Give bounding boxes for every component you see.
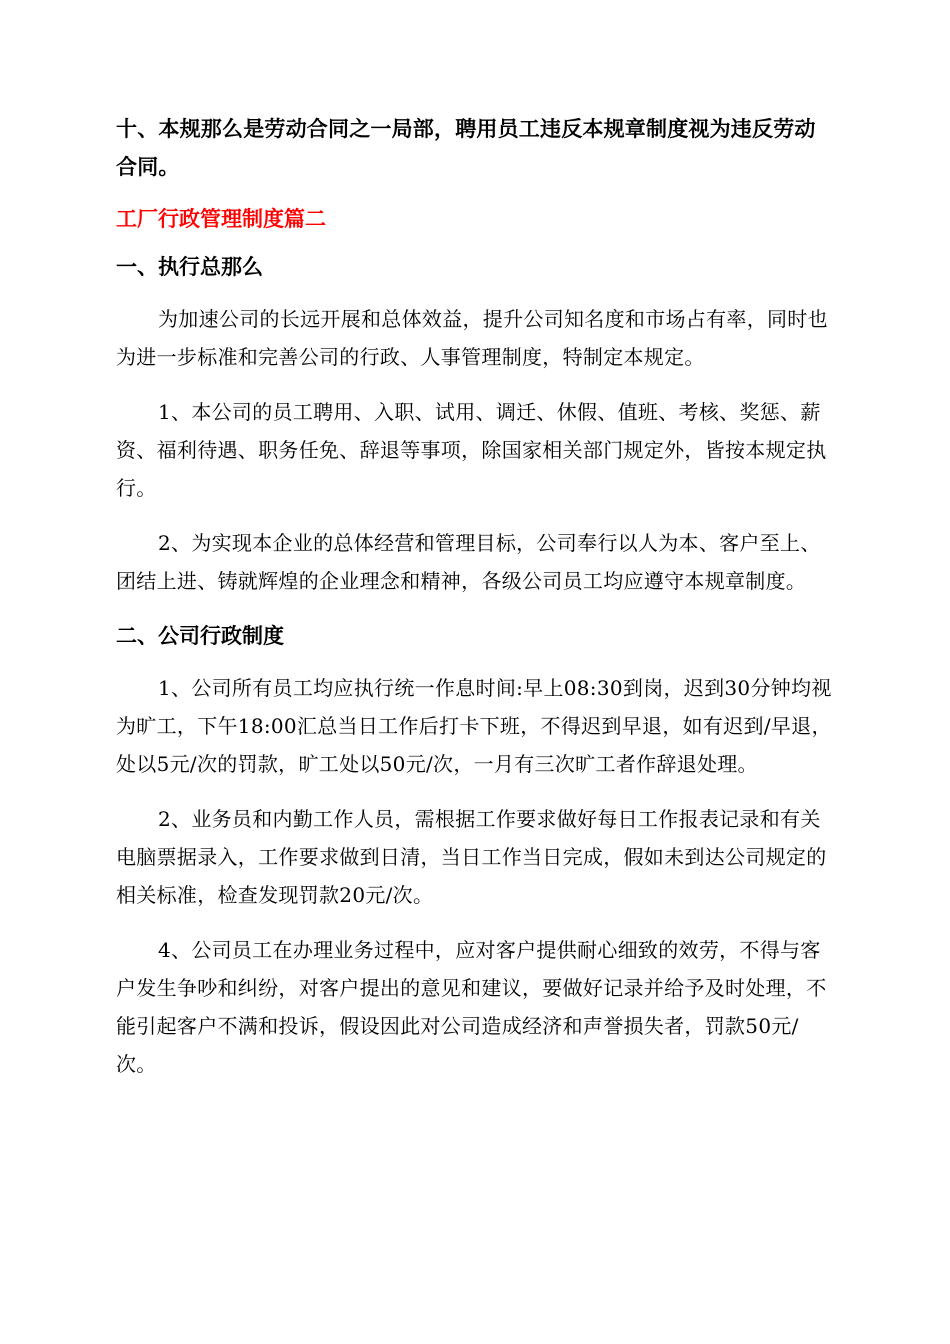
section-two-paragraph-2: 2、业务员和内勤工作人员，需根据工作要求做好每日工作报表记录和有关电脑票据录入，工作要求做到日清，当日工作当日完成，假如未到达公司规定的相关标准，检查发现罚款20元/次。 (116, 807, 827, 907)
section-two-paragraph-4: 4、公司员工在办理业务过程中，应对客户提供耐心细致的效劳，不得与客户发生争吵和纠纷，对客户提出的意见和建议，要做好记录并给予及时处理，不能引起客户不满和投诉，假设因此对公司造成经济和声誉损失者，罚款50元/次。 (116, 938, 827, 1076)
section-one-paragraph-2: 2、为实现本企业的总体经营和管理目标，公司奉行以人为本、客户至上、团结上进、铸就辉煌的企业理念和精神，各级公司员工均应遵守本规章制度。 (116, 531, 821, 593)
section-two-paragraph-1: 1、公司所有员工均应执行统一作息时间:早上08:30到岗，迟到30分钟均视为旷工，下午18:00汇总当日工作后打卡下班，不得迟到早退，如有迟到/早退，处以5元/次的罚款，旷工处以50元/次，一月有三次旷工者作辞退处理。 (116, 676, 832, 776)
item-ten-paragraph: 十、本规那么是劳动合同之一局部，聘用员工违反本规章制度视为违反劳动合同。 (116, 117, 816, 179)
document-body (116, 110, 834, 1100)
document-title: 工厂行政管理制度篇二 (116, 207, 326, 231)
section-one-paragraph-1: 1、本公司的员工聘用、入职、试用、调迁、休假、值班、考核、奖惩、薪资、福利待遇、职务任免、辞退等事项，除国家相关部门规定外，皆按本规定执行。 (116, 400, 827, 500)
section-one-heading: 一、执行总那么 (116, 255, 263, 279)
section-one-paragraph-intro: 为加速公司的长远开展和总体效益，提升公司知名度和市场占有率，同时也为进一步标准和完善公司的行政、人事管理制度，特制定本规定。 (116, 307, 828, 369)
section-two-heading: 二、公司行政制度 (116, 624, 284, 648)
